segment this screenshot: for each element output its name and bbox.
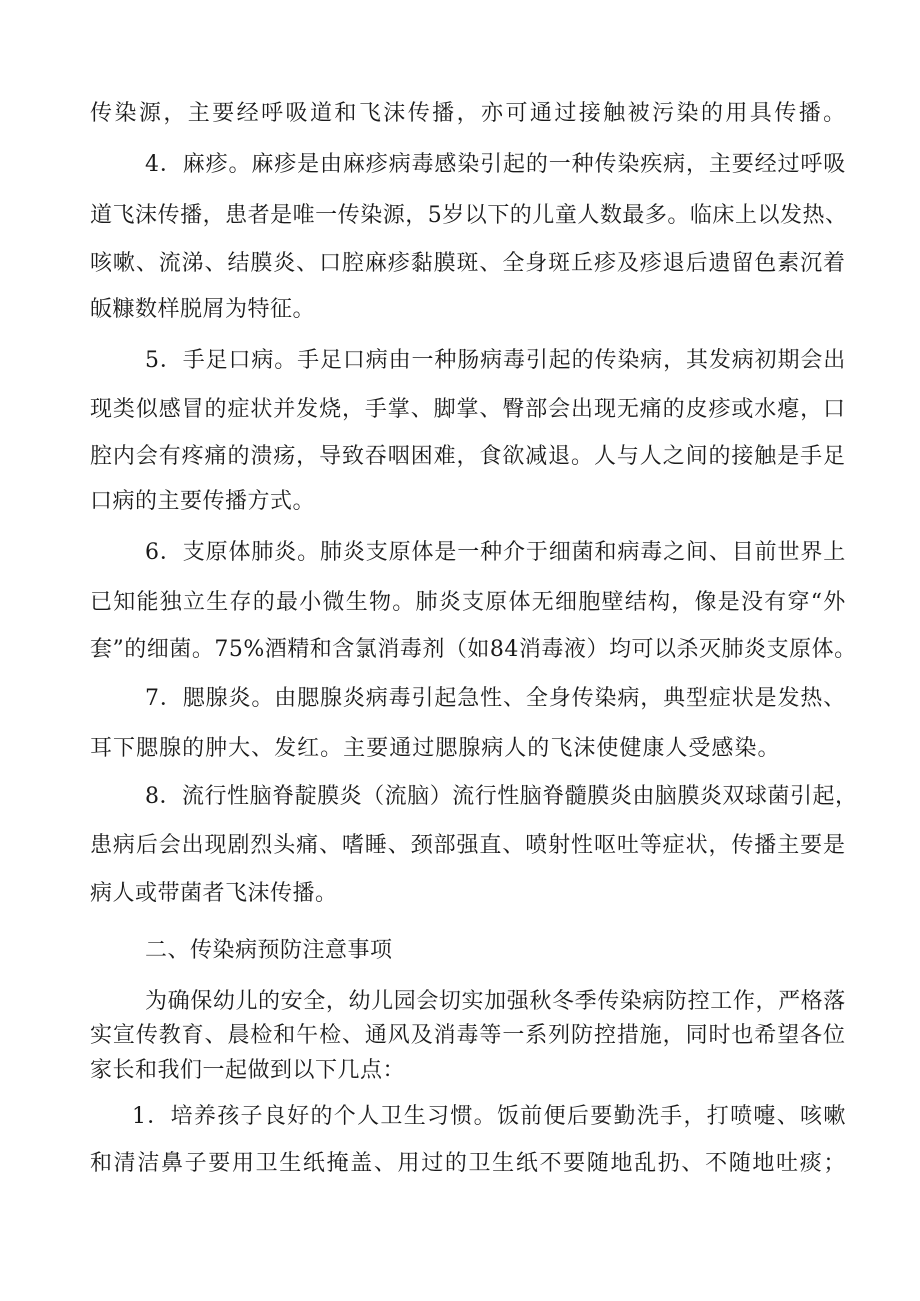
text-line: 6 ． 支 原 体 肺 炎 。 肺 炎 支 原 体 是 一 种 介 于 细 菌 和 病 毒 之 间 、 目 前 世 界 上 (145, 540, 846, 565)
text-line: 4 ． 麻 疹 。 麻 疹 是 由 麻 疹 病 毒 感 染 引 起 的 一 种 传 染 疾 病 ， 主 要 经 过 呼 吸 (145, 152, 846, 177)
text-line: 现 类 似 感 冒 的 症 状 并 发 烧 ， 手 掌 、 脚 掌 、 臀 部 会 出 现 无 痛 的 皮 疹 或 水 瘪 ， 口 (90, 397, 846, 422)
text-line: 7 ． 腮 腺 炎 。 由 腮 腺 炎 病 毒 引 起 急 性 、 全 身 传 染 病 ， 典 型 症 状 是 发 热 、 (145, 686, 846, 711)
section-heading: 二、传染病预防注意事项 (145, 938, 393, 963)
text-line: 道 飞 沫 传 播 ， 患 者 是 唯 一 传 染 源 ， 5 岁 以 下 的 儿 童 人 数 最 多 。 临 床 上 以 发 热 、 (90, 203, 848, 228)
text-line: 皈糠数样脱屑为特征。 (90, 297, 316, 322)
text-line: 耳 下 腮 腺 的 肿 大 、 发 红 。 主 要 通 过 腮 腺 病 人 的 飞 沫 使 健 康 人 受 感 染 。 (90, 736, 780, 761)
text-line: 咳 嗽 、 流 涕 、 结 膜 炎 、 口 腔 麻 疹 黏 膜 斑 、 全 身 斑 丘 疹 及 疹 退 后 遗 留 色 素 沉 着 (90, 251, 846, 276)
text-line: 5 ． 手 足 口 病 。 手 足 口 病 由 一 种 肠 病 毒 引 起 的 传 染 病 ， 其 发 病 初 期 会 出 (145, 348, 846, 373)
text-line: 为 确 保 幼 儿 的 安 全 ， 幼 儿 园 会 切 实 加 强 秋 冬 季 传 染 病 防 控 工 作 ， 严 格 落 (145, 989, 846, 1014)
text-line: 传 染 源 ， 主 要 经 呼 吸 道 和 飞 沫 传 播 ， 亦 可 通 过 接 触 被 污 染 的 用 具 传 播 。 (90, 101, 846, 126)
text-line: 腔 内 会 有 疼 痛 的 溃 疡 ， 导 致 吞 咽 困 难 ， 食 欲 减 退 。 人 与 人 之 间 的 接 触 是 手 足 (90, 444, 846, 469)
text-line: 实 宣 传 教 育 、 晨 检 和 午 检 、 通 风 及 消 毒 等 一 系 列 防 控 措 施 ， 同 时 也 希 望 各 位 (90, 1023, 846, 1048)
text-line: 已 知 能 独 立 生 存 的 最 小 微 生 物 。 肺 炎 支 原 体 无 细 胞 壁 结 构 ， 像 是 没 有 穿 “ 外 (90, 590, 846, 615)
text-line: 和 清 洁 鼻 子 要 用 卫 生 纸 掩 盖 、 用 过 的 卫 生 纸 不 要 随 地 乱 扔 、 不 随 地 吐 痰 ； (90, 1151, 846, 1176)
text-line: 口病的主要传播方式。 (90, 489, 316, 514)
text-line: 套 ” 的 细 菌 。 7 5 % 酒 精 和 含 氯 消 毒 剂 （ 如 8 4 消 毒 液 ） 均 可 以 杀 灭 肺 炎 支 原 体 。 (90, 637, 857, 662)
text-line: 患 病 后 会 出 现 剧 烈 头 痛 、 嗜 睡 、 颈 部 强 直 、 喷 射 性 呕 吐 等 症 状 ， 传 播 主 要 是 (90, 833, 846, 858)
text-line: 8 ． 流 行 性 脑 脊 靛 膜 炎 （ 流 脑 ） 流 行 性 脑 脊 髓 膜 炎 由 脑 膜 炎 双 球 菌 引 起 ， (145, 784, 858, 809)
text-line: 1 ． 培 养 孩 子 良 好 的 个 人 卫 生 习 惯 。 饭 前 便 后 要 勤 洗 手 ， 打 喷 嚏 、 咳 嗽 (132, 1104, 846, 1129)
text-line: 家长和我们一起做到以下几点： (90, 1058, 406, 1083)
text-line: 病人或带菌者飞沫传播。 (90, 881, 338, 906)
